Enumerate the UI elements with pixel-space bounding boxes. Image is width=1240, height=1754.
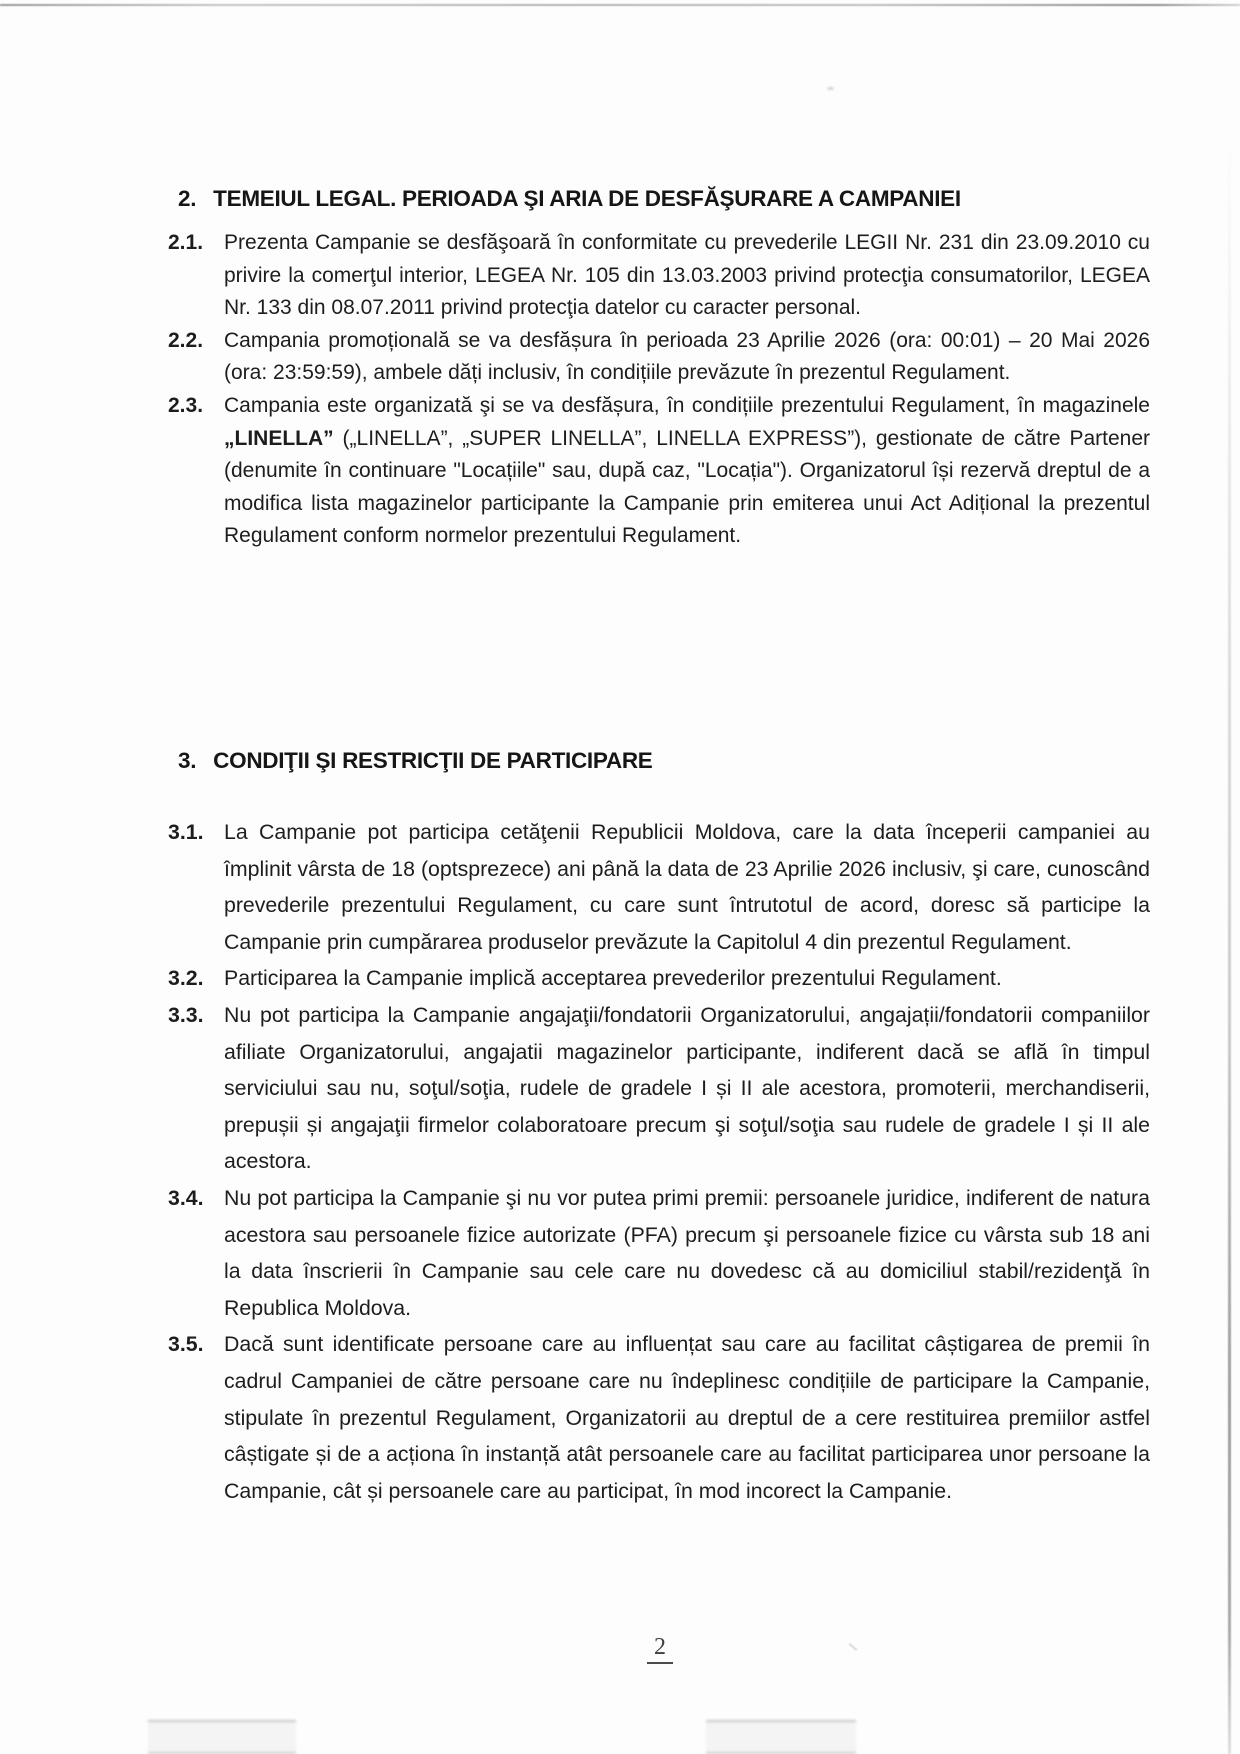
scan-right-edge-artifact: [1228, 140, 1231, 1754]
item-text: [224, 390, 1150, 553]
item-text-segment: Campania este organizată şi se va desfășura, în condițiile prezentului Regulament, în magazinele: [224, 393, 1150, 417]
scan-smudge-artifact: [706, 1720, 856, 1754]
section-number: 3.: [178, 748, 197, 773]
section-title: CONDIŢII ŞI RESTRICŢII DE PARTICIPARE: [213, 748, 653, 773]
section-legal-basis-items: [168, 227, 1150, 553]
item-number: 3.2.: [168, 966, 204, 991]
item-number: 3.1.: [168, 820, 204, 844]
item-number: 3.3.: [168, 1002, 204, 1027]
list-item: [168, 390, 1150, 553]
item-text: Nu pot participa la Campanie angajaţii/fondatorii Organizatorului, angajații/fondatorii companiilor afiliate Organizatorului, angajatii magazinelor participante, indiferent dacă se află în timpul serviciului sau nu, soţul/soţia, rudele de gradele I și II ale acestora, promoterii, merchandiserii, prepușii și angajaţii firmelor colaboratoare precum şi soţul/soţia sau rudele de gradele I și II ale acestora.: [224, 1002, 1150, 1174]
page-number: [638, 1634, 682, 1664]
list-item: [168, 227, 1150, 325]
item-text: Nu pot participa la Campanie şi nu vor putea primi premii: persoanele juridice, indiferent de natura acestora sau persoanele fizice autorizate (PFA) precum şi persoanele fizice cu vârsta sub 18 ani la data înscrierii în Campanie sau cele care nu dovedesc că au domiciliul stabil/rezidenţă în Republica Moldova.: [224, 1185, 1150, 1320]
item-text: Participarea la Campanie implică acceptarea prevederilor prezentului Regulament.: [224, 966, 1002, 991]
scan-top-edge-artifact: [0, 4, 1240, 6]
item-text: Prezenta Campanie se desfăşoară în conformitate cu prevederile LEGII Nr. 231 din 23.09.2010 cu privire la comerţul interior, LEGEA Nr. 105 din 13.03.2003 privind protecţia consumatorilor, LEGEA Nr. 133 din 08.07.2011 privind protecţia datelor cu caracter personal.: [224, 231, 1150, 320]
item-text: La Campanie pot participa cetăţenii Republicii Moldova, care la data începerii campaniei au împlinit vârsta de 18 (optsprezece) ani până la data de 23 Aprilie 2026 inclusiv, şi care, cunoscând prevederile prezentului Regulament, cu care sunt întrutotul de acord, doresc să participe la Campanie prin cumpărarea produselor prevăzute la Capitolul 4 din prezentul Regulament.: [224, 820, 1150, 954]
scan-smudge-artifact: [148, 1720, 296, 1754]
item-text-segment: („LINELLA”, „SUPER LINELLA”, LINELLA EXPRESS”), gestionate de către Partener (denumite în continuare "Locațiile" sau, după caz, "Locația"). Organizatorul își rezervă dreptul de a modifica lista magazinelor participante la Campanie prin emiterea unui Act Adițional la prezentul Regulament conform normelor prezentului Regulament.: [224, 426, 1150, 548]
list-item: [168, 997, 1150, 1180]
item-number: 2.2.: [168, 328, 204, 352]
section-participation-items: [168, 814, 1150, 1509]
list-item: [168, 1180, 1150, 1326]
list-item: [168, 960, 1150, 997]
item-text: Dacă sunt identificate persoane care au influențat sau care au facilitat câștigarea de premii în cadrul Campaniei de către persoane care nu îndeplinesc condițiile de participare la Campanie, stipulate în prezentul Regulament, Organizatorii au dreptul de a cere restituirea premiilor astfel câștigate și de a acționa în instanță atât persoanele care au facilitat participarea unor persoane la Campanie, cât și persoanele care au participat, în mod incorect la Campanie.: [224, 1332, 1150, 1503]
list-item: [168, 814, 1150, 960]
section-heading-participation-conditions: [178, 748, 1158, 774]
section-number: 2.: [178, 186, 197, 211]
item-number: 2.1.: [168, 231, 204, 254]
item-number: 2.3.: [168, 393, 204, 417]
item-number: 3.4.: [168, 1185, 204, 1210]
scan-speck-artifact: [827, 87, 834, 90]
section-heading-legal-basis: [178, 186, 1158, 212]
scan-tick-artifact: [849, 1643, 858, 1651]
page-number-value: 2: [647, 1634, 673, 1664]
section-title: TEMEIUL LEGAL. PERIOADA ŞI ARIA DE DESFĂŞURARE A CAMPANIEI: [213, 186, 961, 211]
brand-name-bold: „LINELLA”: [224, 426, 334, 450]
list-item: [168, 325, 1150, 390]
list-item: [168, 1326, 1150, 1509]
item-number: 3.5.: [168, 1332, 204, 1357]
item-text: Campania promoțională se va desfășura în perioada 23 Aprilie 2026 (ora: 00:01) – 20 Mai 2026 (ora: 23:59:59), ambele dăți inclusiv, în condițiile prevăzute în prezentul Regulament.: [224, 328, 1150, 385]
